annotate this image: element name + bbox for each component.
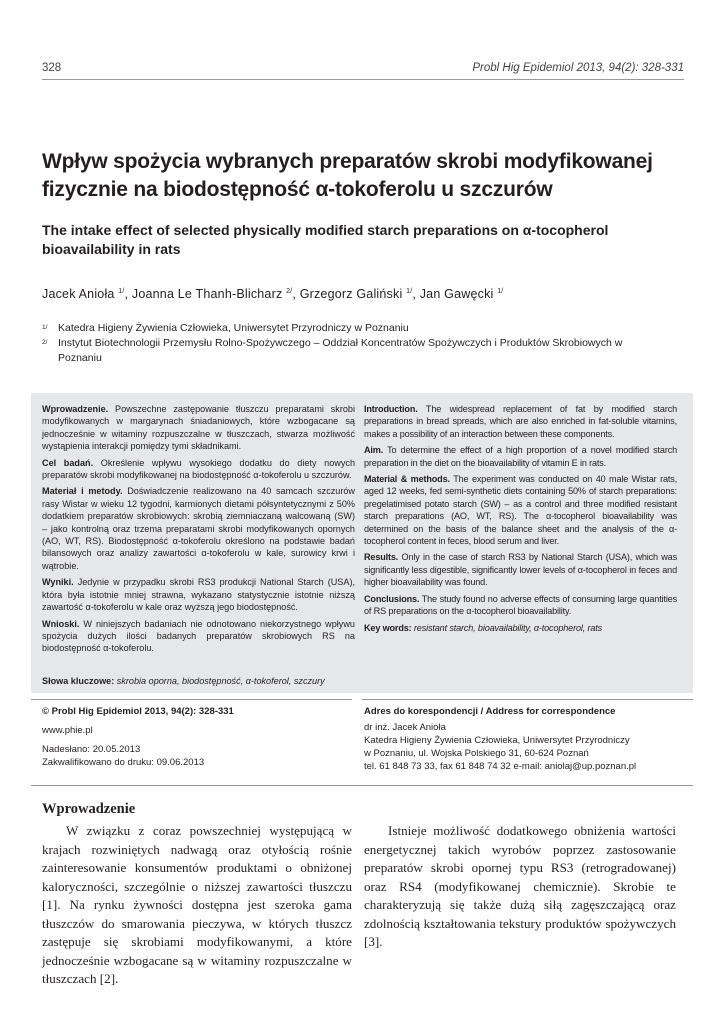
article-title-polish: Wpływ spożycia wybranych preparatów skrobi modyfikowanej fizycznie na biodostępność α-tokoferolu u szczurów (42, 150, 653, 201)
section-label: Wyniki. (42, 577, 74, 588)
author-name: Jacek Anioła (42, 287, 115, 301)
abstract-section (42, 457, 355, 482)
accepted-date: Zakwalifikowano do druku: 09.06.2013 (42, 757, 205, 768)
body-paragraph: W związku z coraz powszechniej występującą w krajach rozwiniętych nadwagą oraz otyłością rośnie zainteresowanie konsumentów produktami o obniżonej kaloryczności, szczególnie o niższej zawartości tłuszczu [1]. Na rynku żywności dostępna jest szeroka gama tłuszczów do smarowania pieczywa, w których tłuszcz zastępuje się skrobiami modyfikowanymi, a które jednocześnie wzbogacane są w witaminy rozpuszczalne w tłuszczach [2]. (42, 823, 352, 986)
abstract-section (42, 576, 355, 613)
section-text: To determine the effect of a high proportion of a novel modified starch preparation in the diet on the bioavailability of vitamin E in rats. (364, 445, 677, 468)
section-label: Wnioski. (42, 618, 80, 629)
abstract-section (364, 403, 677, 440)
affiliation-mark: 1/ (42, 324, 48, 331)
body-paragraph: Istnieje możliwość dodatkowego obniżenia wartości energetycznej takich wyrobów poprzez zastosowanie preparatów skrobi opornej typu RS3 (retrogradowanej) oraz RS4 (modyfikowanej chemicznie). Skrobie te charakteryzują się także dużą siłą zagęszczającą oraz zdolnością kształtowania tekstury produktów spożywczych [3]. (364, 823, 676, 949)
keywords-text: resistant starch, bioavailability, α-tocopherol, rats (413, 622, 603, 633)
section-text: Powszechne zastępowanie tłuszczu preparatami skrobi modyfikowanych w margarynach śniadaniowych, które wzbogacane są jednocześnie w witaminy rozpuszczalne w tłuszczach, stwarza możliwość wystąpienia interakcji pomiędzy tymi składnikami. (42, 404, 355, 452)
section-heading: Wprowadzenie (42, 801, 136, 817)
section-text: The study found no adverse effects of consuming large quantities of RS preparations on the α-tocopherol bioavailability. (364, 593, 677, 617)
keywords-polish (42, 675, 355, 687)
running-header (42, 62, 684, 74)
author-list: Jacek Anioła $^{1/}$, Joanna Le Thanh-Blicharz $^{2/}$, Grzegorz Galiński $^{1/}$, Jan Gawęcki $^{1/}$ (42, 287, 504, 301)
author-name: Grzegorz Galiński (299, 287, 403, 301)
body-column-right (364, 822, 676, 952)
keywords-label: Key words: (364, 622, 412, 633)
abstract-section (42, 618, 355, 655)
body-divider (31, 785, 693, 786)
affiliation-text: Katedra Higieny Żywienia Człowieka, Uniwersytet Przyrodniczy w Poznaniu (58, 322, 409, 334)
section-label: Results. (364, 552, 399, 563)
correspondence-line: w Poznaniu, ul. Wojska Polskiego 31, 60-624 Poznań (364, 748, 589, 759)
received-date: Nadesłano: 20.05.2013 (42, 744, 141, 755)
publication-info (42, 705, 352, 769)
section-text: The experiment was conducted on 40 male Wistar rats, aged 12 weeks, fed semi-synthetic diets containing 50% of starch preparations: pregelatimised potato starch (SW) – as a control and three modified resistant starch preparations (AO, WT, RS). The α-tocopherol bioavailability was determined on the basis of the balance sheet and the analysis of the α-tocopherol content in feces, blood serum and liver. (364, 474, 678, 547)
correspondence-info (364, 705, 684, 773)
section-label: Cel badań. (42, 457, 94, 468)
section-label: Introduction. (364, 404, 418, 414)
section-text: Doświadczenie realizowano na 40 samcach szczurów rasy Wistar w wieku 12 tygodni, karmionych dietami półsyntetycznymi z 50% dodatkiem preparatów skrobiowych: skrobią ziemniaczaną walcowaną (SW) – jako kontrolną oraz trzema preparatami skrobi modyfikowanych opornych (AO, WT, RS). Biodostępność α-tokoferolu określono na podstawie badań bilansowych oraz analizy zawartości α-tokoferolu w kale, surowicy krwi i wątrobie. (42, 486, 356, 571)
section-label: Conclusions. (364, 593, 420, 604)
journal-url[interactable]: www.phie.pl (42, 725, 93, 736)
abstract-section (364, 593, 677, 618)
abstract-section (42, 485, 355, 572)
section-text: W niniejszych badaniach nie odnotowano niekorzystnego wpływu spożycia dużych ilości badanych preparatów skrobiowych RS na biodostępność α-tokoferolu. (42, 618, 355, 654)
header-divider (42, 79, 684, 80)
correspondence-heading: Adres do korespondencji / Address for correspondence (364, 706, 616, 717)
article-title-english: The intake effect of selected physically modified starch preparations on α-tocopherol bioavailability in rats (42, 222, 609, 257)
abstract-section (364, 473, 677, 547)
author-affiliation-mark: 1/ (406, 287, 413, 295)
correspondence-line: tel. 61 848 73 33, fax 61 848 74 32 e-mail: aniolaj@up.poznan.pl (364, 761, 637, 772)
affiliation-text: Instytut Biotechnologii Przemysłu Rolno-Spożywczego – Oddział Koncentratów Spożywczych i Produktów Skrobiowych w Poznaniu (58, 337, 623, 364)
author-affiliation-mark: 1/ (118, 287, 125, 295)
section-label: Material & methods. (364, 474, 450, 485)
correspondence-line: dr inż. Jacek Anioła (364, 722, 446, 733)
section-text: Jedynie w przypadku skrobi RS3 produkcji National Starch (USA), która była istotnie mniej strawna, wykazano statystycznie istotnie niższą zawartość α-tokoferolu w kale oraz wyższą jego biodostępność. (42, 577, 355, 613)
abstract-section (42, 403, 355, 453)
author-name: Joanna Le Thanh-Blicharz (131, 287, 283, 301)
copyright-line: © Probl Hig Epidemiol 2013, 94(2): 328-331 (42, 706, 234, 717)
page-number: 328 (42, 62, 62, 74)
author-affiliation-mark: 1/ (497, 287, 504, 295)
keywords-label: Słowa kluczowe: (42, 676, 115, 686)
section-label: Wprowadzenie. (42, 404, 109, 414)
author-affiliation-mark: 2/ (286, 287, 293, 295)
body-column-left (42, 822, 352, 989)
abstract-section (364, 551, 677, 588)
section-label: Aim. (364, 445, 384, 456)
keywords-english (364, 622, 677, 634)
section-label: Materiał i metody. (42, 486, 123, 497)
meta-divider (31, 699, 352, 700)
correspondence-line: Katedra Higieny Żywienia Człowieka, Uniwersytet Przyrodniczy (364, 735, 630, 746)
affiliation-mark: 2/ (42, 339, 48, 346)
abstract-section (364, 444, 677, 469)
journal-citation: Probl Hig Epidemiol 2013, 94(2): 328-331 (472, 62, 684, 74)
keywords-text: skrobia oporna, biodostępność, α-tokoferol, szczury (116, 676, 325, 686)
author-name: Jan Gawęcki (419, 287, 494, 301)
abstract-english (364, 403, 677, 638)
section-text: Only in the case of starch RS3 by National Starch (USA), which was significantly less digestible, significantly lower levels of α-tocopherol in feces and higher bioavailability was found. (364, 552, 677, 588)
abstract-polish (42, 403, 355, 659)
meta-divider (362, 699, 693, 700)
section-text: The widespread replacement of fat by modified starch preparations in bread spreads, which are also enriched in fat-soluble vitamins, makes a possibility of an interaction between these components. (364, 404, 677, 439)
section-text: Określenie wpływu wysokiego dodatku do diety nowych preparatów skrobi modyfikowanej na biodostępność α-tokoferolu u szczurów. (42, 457, 356, 481)
